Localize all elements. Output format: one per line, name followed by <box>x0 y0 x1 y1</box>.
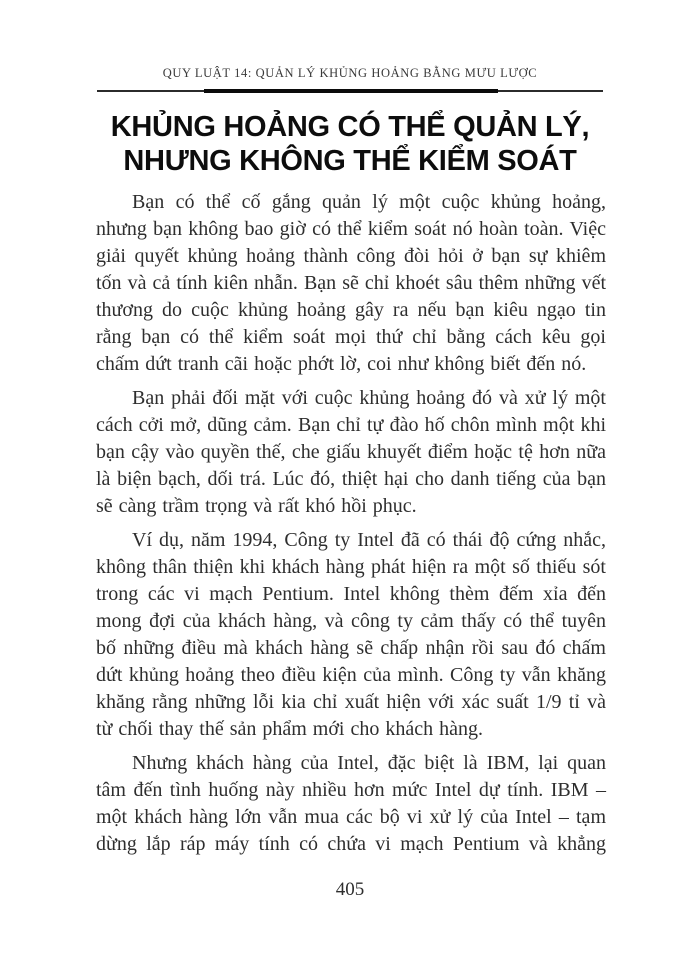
running-header: QUY LUẬT 14: QUẢN LÝ KHỦNG HOẢNG BẰNG MƯU LƯỢC <box>162 66 538 80</box>
paragraph-2: Bạn phải đối mặt với cuộc khủng hoảng đó và xử lý một cách cởi mở, dũng cảm. Bạn chỉ tự đào hố chôn mình một khi bạn cậy vào quyền thế, che giấu khuyết điểm hoặc tệ hơn nữa là biện bạch, dối trá. Lúc đó, thiệt hại cho danh tiếng của bạn sẽ càng trầm trọng và rất khó hồi phục. <box>96 387 606 517</box>
chapter-title-line-2: NHƯNG KHÔNG THỂ KIỂM SOÁT <box>123 145 577 177</box>
chapter-title <box>0 110 700 178</box>
page-number: 405 <box>335 879 365 900</box>
paragraph-1: Bạn có thể cố gắng quản lý một cuộc khủng hoảng, nhưng bạn không bao giờ có thể kiểm soát nó hoàn toàn. Việc giải quyết khủng hoảng thành công đòi hỏi ở bạn sự khiêm tốn và cả tính kiên nhẫn. Bạn sẽ chỉ khoét sâu thêm những vết thương do cuộc khủng hoảng gây ra nếu bạn kiêu ngạo tin rằng bạn có thể kiểm soát mọi thứ chỉ bằng cách kêu gọi chấm dứt tranh cãi hoặc phớt lờ, coi như không biết đến nó. <box>96 191 606 375</box>
chapter-title-line-1: KHỦNG HOẢNG CÓ THỂ QUẢN LÝ, <box>110 111 590 143</box>
paragraph-3: Ví dụ, năm 1994, Công ty Intel đã có thái độ cứng nhắc, không thân thiện khi khách hàng phát hiện ra một số thiếu sót trong các vi mạch Pentium. Intel không thèm đếm xỉa đến mong đợi của khách hàng, và công ty cảm thấy có thể tuyên bố những điều mà khách hàng sẽ chấp nhận rồi sau đó chấm dứt khủng hoảng theo điều kiện của mình. Công ty vẫn khăng khăng rằng những lỗi kia chỉ xuất hiện với xác suất 1/9 tỉ và từ chối thay thế sản phẩm mới cho khách hàng. <box>96 529 606 740</box>
body-text <box>96 189 606 858</box>
paragraph-4: Nhưng khách hàng của Intel, đặc biệt là IBM, lại quan tâm đến tình huống này nhiều hơn mức Intel dự tính. IBM – một khách hàng lớn vẫn mua các bộ vi xử lý của Intel – tạm dừng lắp ráp máy tính có chứa vi mạch Pentium và khẳng <box>96 752 606 855</box>
header-rule-thick <box>204 89 498 93</box>
